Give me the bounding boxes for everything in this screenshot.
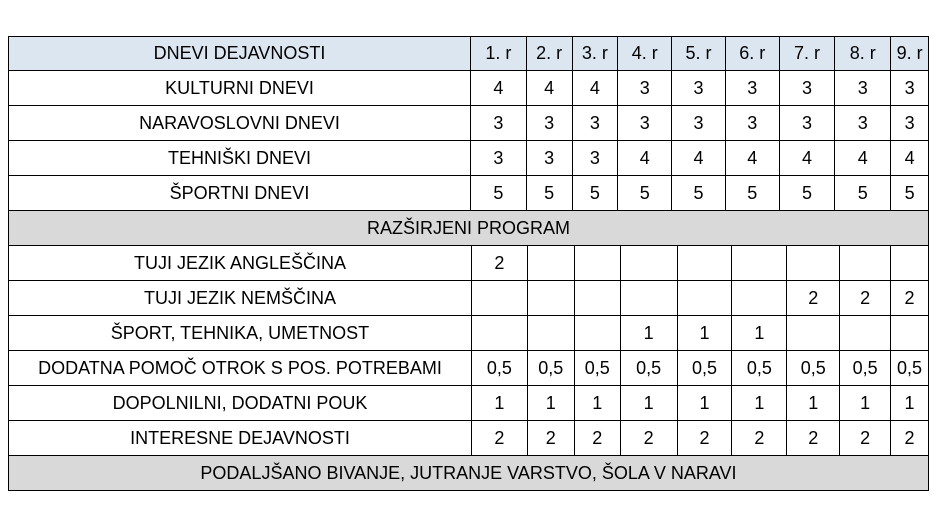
value-cell: 0,5: [575, 351, 621, 386]
table-row: [8, 386, 929, 421]
value-cell: 4: [835, 141, 891, 176]
value-cell: 1. r: [471, 36, 527, 71]
row-label: TUJI JEZIK ANGLEŠČINA: [8, 246, 472, 281]
value-cell: 1: [678, 386, 733, 421]
value-cell: 3: [573, 106, 619, 141]
value-cell: [528, 246, 575, 281]
value-cell: 0,5: [678, 351, 733, 386]
table-row: [8, 176, 929, 211]
value-cell: 5: [527, 176, 573, 211]
table-row: [8, 246, 929, 281]
value-cell: 1: [678, 316, 733, 351]
value-cell: 2: [840, 281, 891, 316]
value-cell: 5: [726, 176, 780, 211]
value-cell: [678, 281, 733, 316]
value-cell: 3: [780, 71, 836, 106]
row-label: ŠPORT, TEHNIKA, UMETNOST: [8, 316, 472, 351]
value-cell: 1: [787, 386, 840, 421]
value-cell: 1: [732, 386, 787, 421]
value-cell: 4: [471, 71, 527, 106]
value-cell: 2: [787, 421, 840, 456]
value-cell: 2: [528, 421, 575, 456]
value-cell: 4: [573, 71, 619, 106]
value-cell: 3: [835, 71, 891, 106]
row-label: DOPOLNILNI, DODATNI POUK: [8, 386, 472, 421]
table-row: [8, 281, 929, 316]
row-label: NARAVOSLOVNI DNEVI: [8, 106, 471, 141]
value-cell: [787, 246, 840, 281]
value-cell: 3: [891, 71, 929, 106]
value-cell: 3: [780, 106, 836, 141]
value-cell: 0,5: [472, 351, 528, 386]
row-label: KULTURNI DNEVI: [8, 71, 471, 106]
table-row: [8, 316, 929, 351]
value-cell: 7. r: [780, 36, 836, 71]
value-cell: [472, 316, 528, 351]
value-cell: 2: [891, 281, 929, 316]
value-cell: 0,5: [528, 351, 575, 386]
value-cell: 3: [471, 141, 527, 176]
value-cell: [678, 246, 733, 281]
value-cell: [732, 246, 787, 281]
value-cell: 0,5: [732, 351, 787, 386]
row-label: DODATNA POMOČ OTROK S POS. POTREBAMI: [8, 351, 472, 386]
table-row: [8, 141, 929, 176]
table-row: [8, 351, 929, 386]
value-cell: 4: [527, 71, 573, 106]
value-cell: 5: [780, 176, 836, 211]
value-cell: 2: [472, 421, 528, 456]
section-footer: [8, 456, 929, 491]
value-cell: 2: [678, 421, 733, 456]
value-cell: 2. r: [527, 36, 573, 71]
value-cell: 4: [780, 141, 836, 176]
table-row: [8, 71, 929, 106]
row-label: TEHNIŠKI DNEVI: [8, 141, 471, 176]
value-cell: 4. r: [618, 36, 672, 71]
value-cell: 2: [891, 421, 929, 456]
value-cell: [575, 246, 621, 281]
row-label: TUJI JEZIK NEMŠČINA: [8, 281, 472, 316]
value-cell: 4: [672, 141, 726, 176]
value-cell: [575, 281, 621, 316]
row-label: DNEVI DEJAVNOSTI: [8, 36, 471, 71]
value-cell: 1: [575, 386, 621, 421]
value-cell: 5: [618, 176, 672, 211]
value-cell: 2: [472, 246, 528, 281]
value-cell: 3: [471, 106, 527, 141]
section-extended-program: [8, 211, 929, 246]
value-cell: 5: [471, 176, 527, 211]
value-cell: 3: [726, 71, 780, 106]
value-cell: [528, 281, 575, 316]
value-cell: 5: [891, 176, 929, 211]
value-cell: [787, 316, 840, 351]
value-cell: 1: [840, 386, 891, 421]
value-cell: [732, 281, 787, 316]
value-cell: 0,5: [891, 351, 929, 386]
value-cell: 5: [573, 176, 619, 211]
value-cell: [840, 246, 891, 281]
value-cell: 3: [891, 106, 929, 141]
value-cell: 1: [891, 386, 929, 421]
section-title: RAZŠIRJENI PROGRAM: [8, 211, 929, 246]
value-cell: 2: [787, 281, 840, 316]
header-row: [8, 36, 929, 71]
value-cell: 2: [840, 421, 891, 456]
table-row: [8, 106, 929, 141]
value-cell: 4: [726, 141, 780, 176]
value-cell: 4: [618, 141, 672, 176]
section-title: PODALJŠANO BIVANJE, JUTRANJE VARSTVO, ŠOLA V NARAVI: [8, 456, 929, 491]
value-cell: 1: [528, 386, 575, 421]
value-cell: 5: [835, 176, 891, 211]
table-row: [8, 421, 929, 456]
value-cell: 4: [891, 141, 929, 176]
value-cell: [891, 316, 929, 351]
value-cell: 3: [618, 106, 672, 141]
row-label: ŠPORTNI DNEVI: [8, 176, 471, 211]
value-cell: [621, 281, 678, 316]
value-cell: [840, 316, 891, 351]
value-cell: 3: [527, 141, 573, 176]
row-label: INTERESNE DEJAVNOSTI: [8, 421, 472, 456]
value-cell: 3. r: [573, 36, 619, 71]
value-cell: [472, 281, 528, 316]
value-cell: 2: [621, 421, 678, 456]
value-cell: 5. r: [672, 36, 726, 71]
value-cell: 0,5: [621, 351, 678, 386]
value-cell: 0,5: [787, 351, 840, 386]
value-cell: 3: [573, 141, 619, 176]
value-cell: 1: [621, 386, 678, 421]
activities-table: [8, 36, 929, 491]
value-cell: 3: [835, 106, 891, 141]
value-cell: 2: [575, 421, 621, 456]
value-cell: 1: [472, 386, 528, 421]
value-cell: 5: [672, 176, 726, 211]
value-cell: 1: [621, 316, 678, 351]
value-cell: [891, 246, 929, 281]
value-cell: 1: [732, 316, 787, 351]
value-cell: 3: [527, 106, 573, 141]
value-cell: 3: [672, 71, 726, 106]
value-cell: 0,5: [840, 351, 891, 386]
value-cell: 3: [726, 106, 780, 141]
value-cell: 8. r: [835, 36, 891, 71]
value-cell: 3: [672, 106, 726, 141]
value-cell: [528, 316, 575, 351]
value-cell: [621, 246, 678, 281]
value-cell: 3: [618, 71, 672, 106]
value-cell: 9. r: [891, 36, 929, 71]
value-cell: [575, 316, 621, 351]
value-cell: 6. r: [726, 36, 780, 71]
value-cell: 2: [732, 421, 787, 456]
